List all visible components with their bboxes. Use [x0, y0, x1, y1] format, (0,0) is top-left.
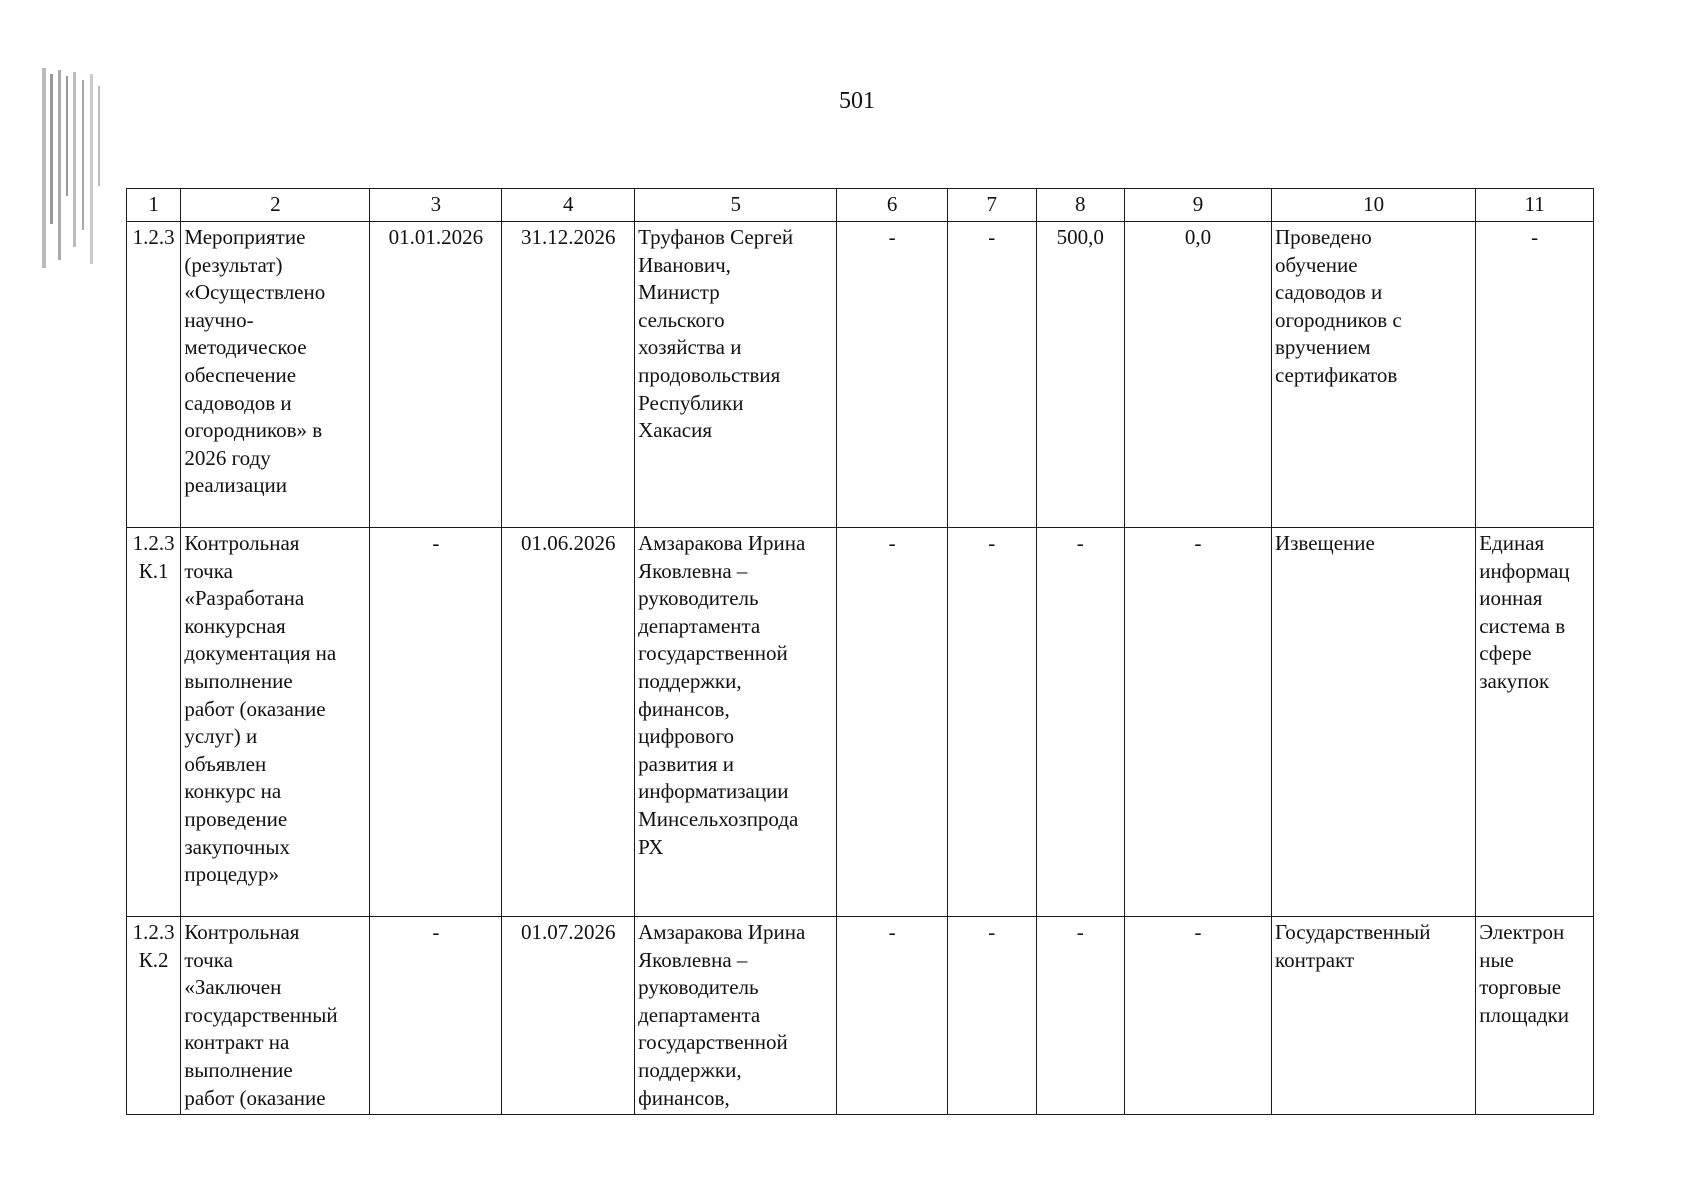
end-date: 01.07.2026 [502, 917, 635, 1115]
information-system: Электрон ные торговые площадки [1476, 917, 1594, 1115]
col-9-value: - [1125, 528, 1272, 917]
measure-name: Контрольная точка «Разработана конкурсная документация на выполнение работ (оказание услуг) и объявлен конкурс на проведение закупочных процедур» [181, 528, 370, 917]
start-date: 01.01.2026 [370, 222, 502, 528]
information-system: - [1476, 222, 1594, 528]
header-col-4: 4 [502, 189, 635, 222]
col-8-value: - [1036, 917, 1125, 1115]
page-number: 501 [839, 88, 875, 114]
header-col-5: 5 [635, 189, 837, 222]
measures-table [126, 188, 1594, 1115]
start-date: - [370, 528, 502, 917]
header-col-2: 2 [181, 189, 370, 222]
row-number: 1.2.3 К.1 [127, 528, 181, 917]
table-row [127, 528, 1594, 917]
col-7-value: - [948, 222, 1037, 528]
information-system: Единая информац ионная система в сфере закупок [1476, 528, 1594, 917]
header-col-9: 9 [1125, 189, 1272, 222]
result-description: Государственный контракт [1271, 917, 1475, 1115]
header-col-6: 6 [837, 189, 948, 222]
col-7-value: - [948, 528, 1037, 917]
measure-name: Мероприятие (результат) «Осуществлено научно- методическое обеспечение садоводов и огородников» в 2026 году реализации [181, 222, 370, 528]
header-col-10: 10 [1271, 189, 1475, 222]
end-date: 31.12.2026 [502, 222, 635, 528]
header-col-8: 8 [1036, 189, 1125, 222]
header-col-7: 7 [948, 189, 1037, 222]
measure-name: Контрольная точка «Заключен государственный контракт на выполнение работ (оказание [181, 917, 370, 1115]
start-date: - [370, 917, 502, 1115]
row-number: 1.2.3 К.2 [127, 917, 181, 1115]
end-date: 01.06.2026 [502, 528, 635, 917]
header-col-11: 11 [1476, 189, 1594, 222]
header-col-3: 3 [370, 189, 502, 222]
result-description: Извещение [1271, 528, 1475, 917]
col-6-value: - [837, 222, 948, 528]
col-8-value: 500,0 [1036, 222, 1125, 528]
responsible-person: Амзаракова Ирина Яковлевна – руководитель департамента государственной поддержки, финансов, [635, 917, 837, 1115]
header-col-1: 1 [127, 189, 181, 222]
row-number: 1.2.3 [127, 222, 181, 528]
table-row [127, 222, 1594, 528]
col-6-value: - [837, 917, 948, 1115]
col-9-value: 0,0 [1125, 222, 1272, 528]
table-header-row [127, 189, 1594, 222]
col-6-value: - [837, 528, 948, 917]
responsible-person: Труфанов Сергей Иванович, Министр сельского хозяйства и продовольствия Республики Хакасия [635, 222, 837, 528]
table-row [127, 917, 1594, 1115]
col-8-value: - [1036, 528, 1125, 917]
col-9-value: - [1125, 917, 1272, 1115]
col-7-value: - [948, 917, 1037, 1115]
responsible-person: Амзаракова Ирина Яковлевна – руководитель департамента государственной поддержки, финансов, цифрового развития и информатизации Минсельхозпрода РХ [635, 528, 837, 917]
result-description: Проведено обучение садоводов и огородников с вручением сертификатов [1271, 222, 1475, 528]
